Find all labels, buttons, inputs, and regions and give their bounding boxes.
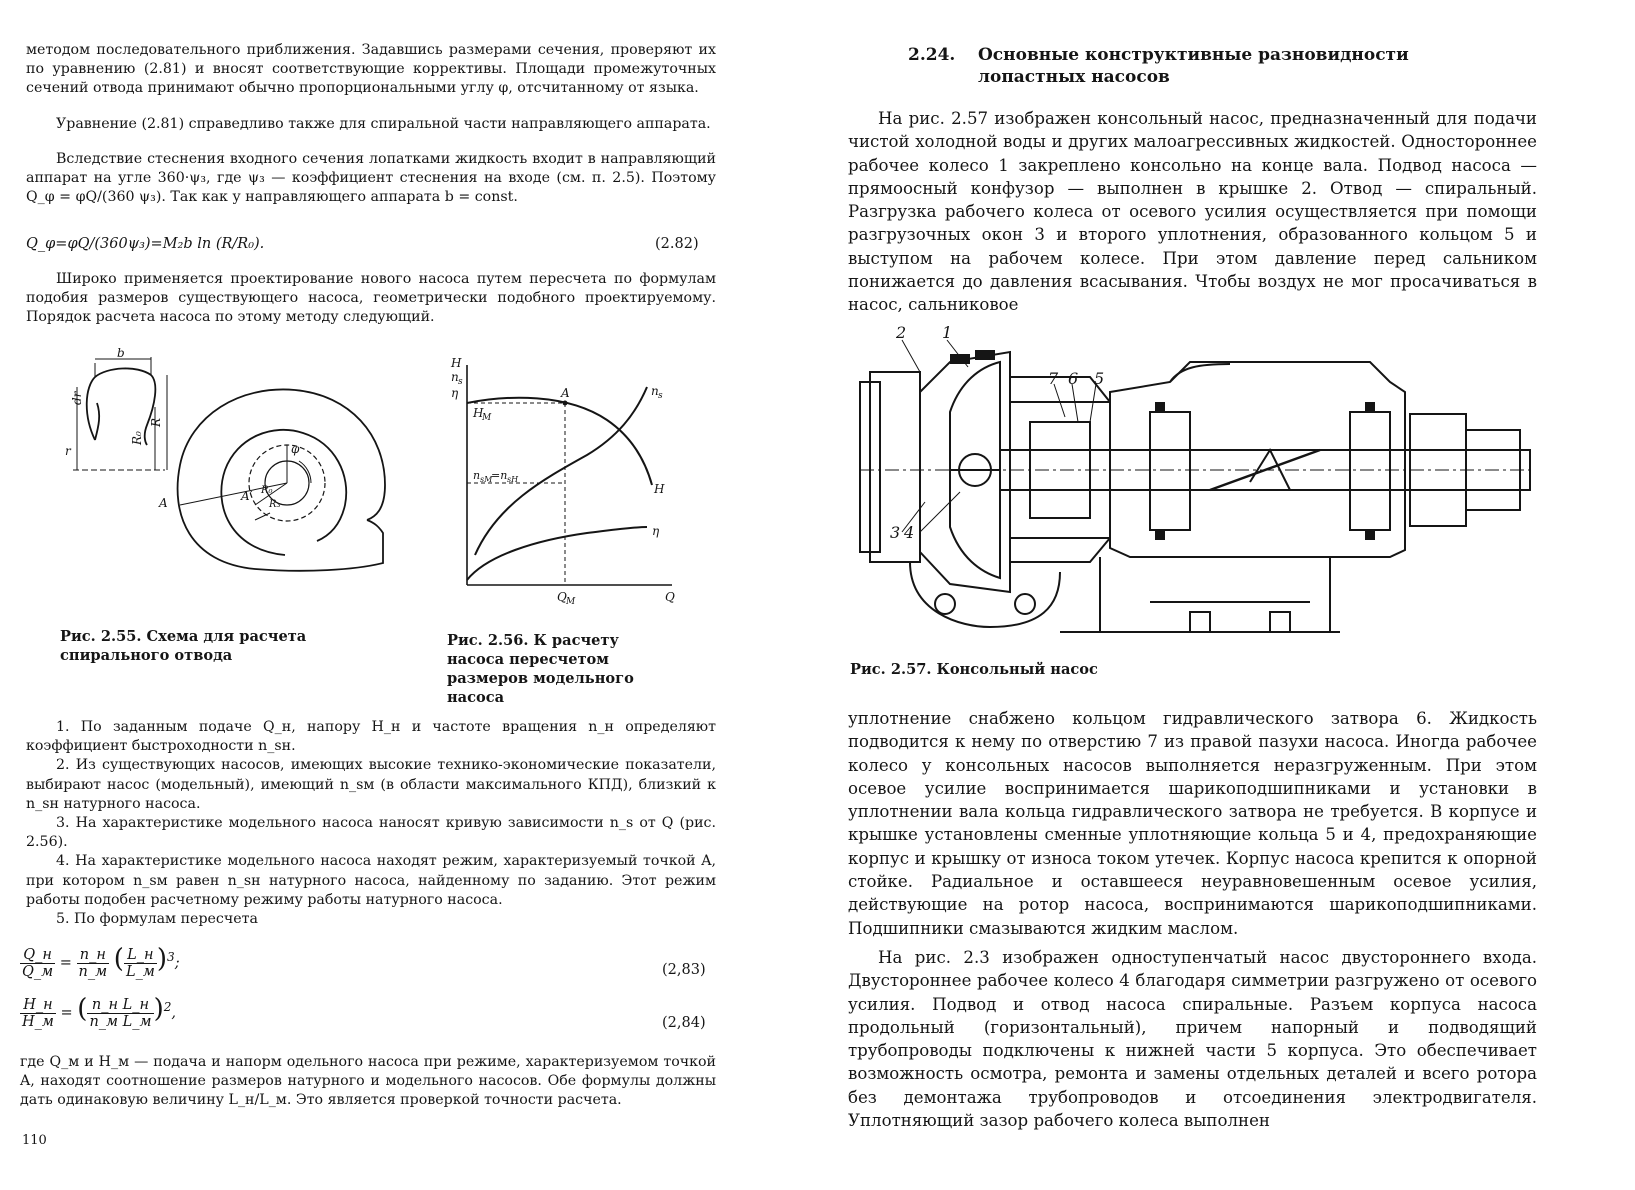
svg-text:Q: Q	[665, 590, 675, 604]
equation-2-84: $\frac{H\_н}{H\_м}$ = ( $\frac{\text{n\_н L\_н}}{\text{n\_м L\_м}}$ )$^2$,	[22, 994, 177, 1030]
paragraph-console-pump: На рис. 2.57 изображен консольный насос, предназначенный для подачи чистой холодной воды и других малоагрессивных жидкостей. Одностороннее рабочее колесо 1 закреплено консольно на конце вала. Подвод насоса — прямоосный конфузор — выполнен в крышке 2. Отвод — спиральный. Разгрузка рабочего колеса от осевого усилия осуществляется при помощи разгрузочных окон 3 и второго уплотнения, образованного кольцом 5 и выступом на рабочем колесе. При этом давление перед сальником понижается до давления всасывания. Чтобы воздух не мог просачиваться в насос, сальниковое	[848, 109, 1537, 315]
equation-number-2-84: (2,84)	[662, 1015, 706, 1031]
list-item: 5. По формулам пересчета	[56, 911, 258, 928]
caption-fig-2-57: Рис. 2.57. Консольный насос	[850, 661, 1098, 678]
svg-text:H: H	[473, 406, 484, 420]
paragraph-continuation: методом последовательного приближения. Задавшись размерами сечения, проверяют их по уравнению (2.81) и вносят соответствующие коррективы. Площади промежуточных сечений отвода принимают обычно пропорциональными углу φ, отсчитанному от языка.	[26, 42, 716, 97]
page-number: 110	[22, 1133, 47, 1148]
paragraph-seal: уплотнение снабжено кольцом гидравлического затвора 6. Жидкость подводится к нему по отверстию 7 из правой пазухи насоса. Иногда рабочее колесо у консольных насосов выполняется неразгруженным. При этом осевое усилие воспринимается шарикоподшипниками и установки в уплотнении вала кольца гидравлического затвора не требуется. В корпусе и крышке установлены сменные уплотняющие кольца 5 и 4, предохраняющие корпус и крышку от износа током утечек. Корпус насоса крепится к опорной стойке. Радиальное и оставшееся неуравновешенным осевое усилия, действующие на ротор насоса, воспринимаются шарикоподшипниками. Подшипники смазываются жидким маслом.	[848, 709, 1537, 938]
svg-text:b: b	[117, 346, 125, 360]
list-item: 4. На характеристике модельного насоса находят режим, характеризуемый точкой A, при котором n_sм равен n_sн натурного насоса, найденному по заданию. Этот режим работы подобен расчетному режиму работы натурного насоса.	[26, 853, 716, 908]
paragraph-double-suction: На рис. 2.3 изображен одноступенчатый насос двустороннего входа. Двустороннее рабочее колесо 4 благодаря симметрии разгружено от осевого усилия. Подвод и отвод насоса спиральные. Разъем корпуса насоса продольный (горизонтальный), причем напорный и подводящий трубопроводы подключены к нижней части 5 корпуса. Это обеспечивает возможность осмотра, ремонта и замены отдельных деталей и всего ротора без демонтажа трубопроводов и отсоединения электродвигателя. Уплотняющий зазор рабочего колеса выполнен	[848, 948, 1537, 1131]
svg-text:n: n	[451, 370, 459, 384]
fig-label-5: 5	[1094, 369, 1105, 388]
section-number: 2.24.	[908, 45, 956, 65]
list-item: 1. По заданным подаче Q_н, напору H_н и частоте вращения n_н определяют коэффициент быстроходности n_sн.	[26, 719, 716, 755]
svg-text:A: A	[159, 496, 168, 510]
svg-text:R₀: R₀	[130, 431, 144, 445]
section-title-line1: Основные конструктивные разновидности	[978, 45, 1409, 65]
svg-text:R₀: R₀	[261, 485, 273, 496]
paragraph-check: где Q_м и H_м — подача и напорм одельного насоса при режиме, характеризуемом точкой A, находят соотношение размеров натурного и модельного насосов. Обе формулы должны дать одинаковую величину L_н/L_м. Это является проверкой точности расчета.	[20, 1054, 716, 1109]
fig-label-1: 1	[942, 323, 953, 342]
svg-text:H: H	[451, 356, 462, 370]
calculation-steps-list	[26, 718, 716, 929]
svg-text:s: s	[458, 377, 463, 387]
svg-text:φ: φ	[291, 442, 300, 456]
svg-text:dr: dr	[70, 391, 84, 405]
svg-text:M: M	[566, 597, 576, 607]
svg-text:sH: sH	[507, 475, 519, 484]
figure-2-57-console-pump	[850, 322, 1540, 647]
fig-label-6: 6	[1068, 369, 1079, 388]
figure-2-56-characteristic	[447, 355, 682, 615]
svg-text:H: H	[654, 482, 665, 496]
svg-text:A: A	[561, 386, 570, 400]
figure-2-55-spiral-scheme	[55, 345, 400, 615]
section-title-line2: лопастных насосов	[978, 67, 1170, 87]
svg-text:sM: sM	[480, 475, 493, 484]
svg-text:R: R	[149, 417, 163, 427]
paragraph-similarity-method: Широко применяется проектирование нового насоса путем пересчета по формулам подобия размеров существующего насоса, геометрически подобного проектируемому. Порядок расчета насоса по этому методу следующий.	[26, 271, 716, 326]
fig-label-7: 7	[1048, 369, 1059, 388]
equation-number-2-82: (2.82)	[655, 236, 699, 252]
svg-text:A′: A′	[241, 489, 253, 503]
equation-number-2-83: (2,83)	[662, 962, 706, 978]
equation-2-82: Q_φ=φQ/(360ψ₃)=M₂b ln (R/R₀).	[26, 236, 265, 252]
fig-label-4: 4	[904, 523, 915, 542]
list-item: 2. Из существующих насосов, имеющих высокие технико-экономические показатели, выбирают насос (модельный), имеющий n_sм (в области максимального КПД), близкий к n_sн натурного насоса.	[26, 757, 716, 812]
fig-label-2: 2	[896, 323, 907, 342]
list-item: 3. На характеристике модельного насоса наносят кривую зависимости n_s от Q (рис. 2.56).	[26, 815, 716, 851]
svg-text:R₃: R₃	[269, 499, 281, 510]
paragraph-constriction: Вследствие стеснения входного сечения лопатками жидкость входит в направляющий аппарат на угле 360·ψ₃, где ψ₃ — коэффициент стеснения на входе (см. п. 2.5). Поэтому Q_φ = φQ/(360 ψ₃). Так как у направляющего аппарата b = const.	[26, 151, 716, 206]
svg-text:r: r	[65, 444, 71, 458]
svg-text:η: η	[451, 386, 459, 400]
right-page	[848, 0, 1635, 1190]
svg-text:Q: Q	[557, 590, 567, 604]
svg-text:=n: =n	[491, 469, 508, 482]
svg-text:M: M	[482, 413, 492, 423]
paragraph-spiral-apparatus: Уравнение (2.81) справедливо также для спиральной части направляющего аппарата.	[56, 116, 711, 132]
caption-fig-2-55: Рис. 2.55. Схема для расчета спирального отвода	[60, 628, 307, 664]
equation-2-83: $\frac{Q\_н}{Q\_м}$ = $\frac{n\_н}{n\_м}$ ( $\frac{L\_н}{L\_м}$ )$^3$;	[22, 944, 180, 980]
svg-text:n: n	[651, 384, 659, 398]
svg-text:η: η	[652, 524, 660, 538]
caption-fig-2-56: Рис. 2.56. К расчету насоса пересчетом размеров модельного насоса	[447, 632, 634, 706]
left-page	[0, 0, 800, 1190]
svg-text:s: s	[658, 391, 663, 401]
fig-label-3: 3	[890, 523, 901, 542]
svg-text:n: n	[473, 469, 481, 482]
